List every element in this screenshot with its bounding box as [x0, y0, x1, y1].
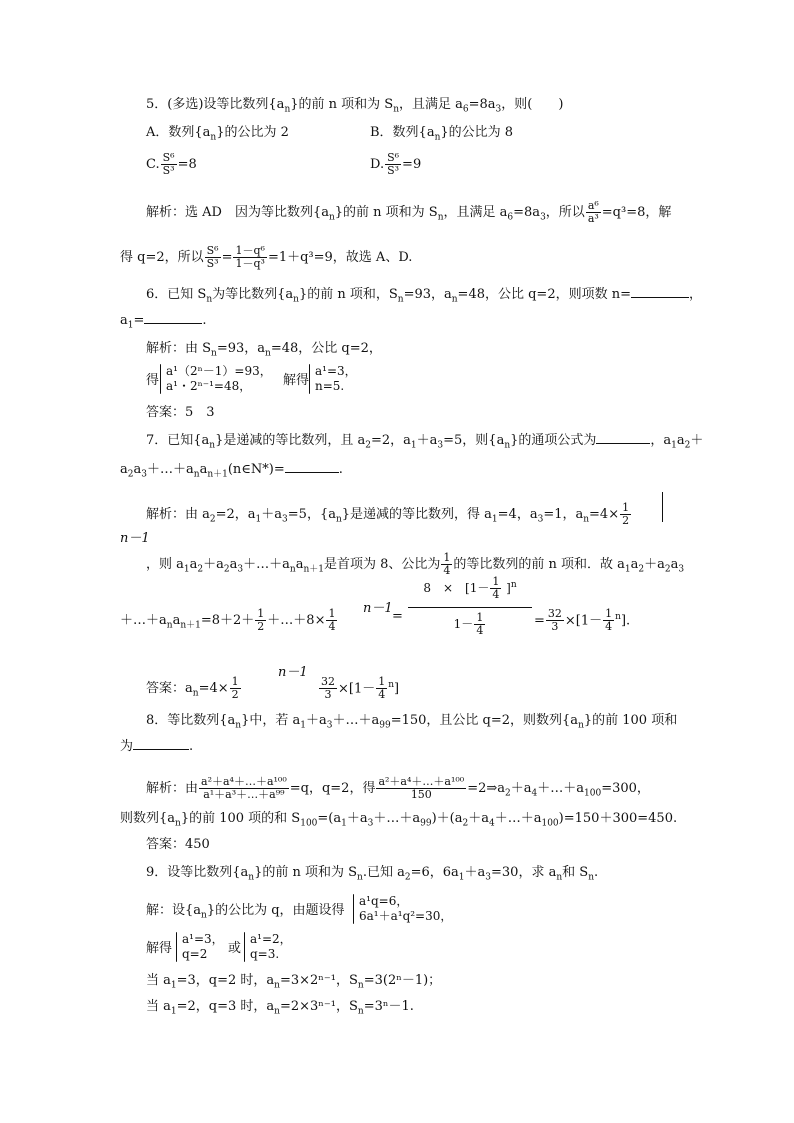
q8-solution-line2: 则数列$\{a_n\}$的前 100 项的和 $S_{100}=(a_1+a_3+\dots+a_{99})+(a_2+a_4+\dots+a_{100})=150+300=450$.	[120, 811, 678, 829]
fraction: $\frac{\text{a²＋a⁴＋…＋a¹⁰⁰}}{\text{a¹＋a³＋…＋a⁹⁹}}$	[201, 775, 287, 801]
fraction: $\frac{1}{4}$	[378, 675, 386, 702]
q7-answer: 答案：$a_n=4\times$ $\frac{1}{2}$	[146, 675, 239, 701]
fraction: $\frac{1}{4}$	[443, 551, 451, 577]
fraction: $\frac{\text{a²＋a⁴＋…＋a¹⁰⁰}}{150}$	[378, 775, 465, 801]
fraction: $\frac{32}{3}$	[547, 607, 562, 634]
q6-stem: 6．已知 $S_n$为等比数列$\{a_n\}$的前 n 项和，$S_n=93$，$a_n=48$，公比 q=2，则项数 n= ，	[146, 287, 703, 305]
q9-solved-label: 解得	[146, 941, 173, 956]
q7-solution-line1: 解析：由 $a_2=2$，$a_1+a_3=5$，$\{a_n\}$是递减的等比数列，得 $a_1=4$，$a_3=1$，$a_n=4\times$ $\frac{1}{2}$	[146, 501, 630, 527]
fraction: $\frac{\text{S⁶}}{\text{S³}}$	[206, 244, 219, 270]
answer-blank	[631, 297, 689, 298]
q6-equation-system: a¹（2ⁿ－1）=93， a¹・2ⁿ⁻¹=48，	[160, 364, 280, 394]
q7-exponent: n－1	[120, 531, 150, 546]
q9-case2: 当 $a_1=2$，q=3 时，$a_n=2\times 3^{n-1}$，$S_n=3^n-1$.	[146, 999, 414, 1017]
answer-blank	[144, 323, 202, 324]
q8-answer: 答案：450	[146, 837, 210, 852]
q5-option-d: D. $\frac{\text{S⁶}}{\text{S³}}$ =9	[370, 151, 422, 177]
q5-solution-line2: 得 q=2，所以 $\frac{\text{S⁶}}{\text{S³}}$ = $\frac{\text{1－q⁶}}{\text{1－q³}}$ =1＋q³=9，故选 A、D.	[120, 244, 413, 270]
fraction: $\frac{1}{2}$	[257, 607, 265, 633]
q7-big-fraction: 8 × [1－ $\frac{1}{4}$ ]$^n$ 1－ $\frac{1}{4}$	[408, 576, 532, 637]
right-paren	[662, 492, 663, 522]
q6-solution-line1: 解析：由 $S_n=93$，$a_n=48$，公比 q=2，	[146, 341, 382, 359]
fraction: $\frac{1}{4}$	[328, 607, 336, 633]
q7-answer-part2: $\frac{32}{3}$ ×[1－ $\frac{1}{4}$ $^n$]	[321, 675, 400, 702]
fraction: $\frac{1}{4}$	[605, 607, 613, 634]
q9-stem: 9．设等比数列$\{a_n\}$的前 n 项和为 $S_n$.已知 $a_2=6$，$6a_1+a_3=30$，求 $a_n$和 $S_n$.	[146, 865, 599, 883]
q6-answer: 答案：5 3	[146, 405, 215, 420]
fraction: $\frac{\text{1－q⁶}}{\text{1－q³}}$	[235, 244, 265, 270]
q9-solution-system-2: a¹=2， q=3.	[244, 932, 304, 962]
q9-case1: 当 $a_1=3$，q=2 时，$a_n=3\times 2^{n-1}$，$S_n=3(2^n-1)$；	[146, 973, 442, 991]
q7-stem-line2: $a_2a_3+\dots+a_na_{n+1}(n\in N*)=$ .	[120, 462, 343, 480]
q9-equation-system: a¹q=6， 6a¹＋a¹q²=30，	[353, 894, 463, 924]
q9-solution-system-1: a¹=3， q=2	[176, 932, 226, 962]
fraction: $\frac{\text{S⁶}}{\text{S³}}$	[387, 151, 400, 177]
fraction: $\frac{1}{2}$	[231, 675, 239, 701]
answer-blank	[285, 472, 339, 473]
answer-blank	[596, 443, 650, 444]
q7-equals: =	[392, 609, 403, 624]
q5-option-a: A．数列$\{a_n\}$的公比为 2	[146, 125, 289, 143]
q8-solution-line1: 解析：由 $\frac{\text{a²＋a⁴＋…＋a¹⁰⁰}}{\text{a¹＋a³＋…＋a⁹⁹}}$ =q，q=2，得 $\frac{\text{a²＋a⁴＋…＋a¹⁰⁰}}{150}$ $=2\Rightarrow a_2+a_4+\dots+a_{100}=300$，	[146, 775, 650, 801]
q7-exponent: n－1	[363, 601, 393, 616]
q7-solution-line3: $+\dots+a_na_{n+1}=8+2+$ $\frac{1}{2}$ ＋…＋8× $\frac{1}{4}$	[120, 607, 336, 633]
q6-solution-system: a¹=3， n=5.	[309, 364, 369, 394]
q7-stem: 7．已知$\{a_n\}$是递减的等比数列，且 $a_2=2$，$a_1+a_3=5$，则$\{a_n\}$的通项公式为 ，$a_1a_2+$	[146, 433, 704, 451]
q8-stem: 8．等比数列$\{a_n\}$中，若 $a_1+a_3+\dots+a_{99}=150$，且公比 q=2，则数列$\{a_n\}$的前 100 项和	[146, 713, 678, 731]
fraction: $\frac{\text{a⁶}}{\text{a³}}$	[587, 199, 599, 225]
q5-option-b: B．数列$\{a_n\}$的公比为 8	[370, 125, 514, 143]
fraction: $\frac{1}{2}$	[622, 501, 630, 527]
answer-blank	[133, 749, 189, 750]
fraction: $\frac{\text{S⁶}}{\text{S³}}$	[162, 151, 175, 177]
q9-or-label: 或	[228, 941, 242, 956]
q7-exponent: n－1	[278, 665, 308, 680]
fraction: $\frac{32}{3}$	[321, 675, 335, 702]
q5-option-c: C. $\frac{\text{S⁶}}{\text{S³}}$ =8	[146, 151, 197, 177]
q6-system-label: 得	[146, 373, 160, 388]
q7-solution-line2: ，则 $a_1a_2+a_2a_3+\dots+a_na_{n+1}$是首项为 8、公比为 $\frac{1}{4}$ 的等比数列的前 n 项和．故 $a_1a_2+a_2a_3$	[146, 551, 685, 577]
q6-solved-label: 解得	[283, 373, 310, 388]
q5-stem: 5．(多选)设等比数列$\{a_n\}$的前 n 项和为 $S_n$，且满足 $a_6=8a_3$，则( )	[146, 97, 564, 115]
q7-result: = $\frac{32}{3}$ ×[1－ $\frac{1}{4}$ $^n$].	[534, 607, 631, 634]
q8-stem-line2: 为 .	[120, 739, 194, 754]
q9-solution-line1: 解：设$\{a_n\}$的公比为 q，由题设得	[146, 903, 345, 921]
q6-stem-line2: $a_1=$ .	[120, 313, 207, 331]
q5-solution-line1: 解析：选 AD 因为等比数列$\{a_n\}$的前 n 项和为 $S_n$，且满足 $a_6=8a_3$，所以 $\frac{\text{a⁶}}{\text{a³}}$ =q³=8，解	[146, 199, 672, 225]
